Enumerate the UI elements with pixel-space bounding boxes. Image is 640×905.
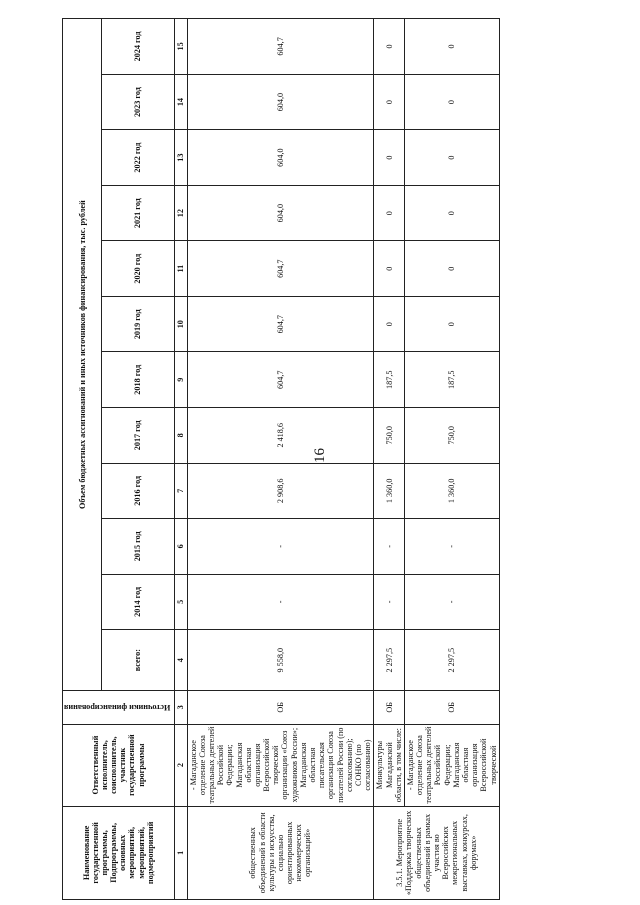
value-cell: -: [374, 519, 405, 575]
financing-table: [62, 18, 500, 900]
value-cell: 2 418,6: [187, 408, 374, 464]
total-cell: 2 297,5: [374, 630, 405, 691]
column-number-row: [174, 19, 187, 900]
value-cell: 604,7: [187, 19, 374, 75]
column-number: 4: [174, 630, 187, 691]
column-number: 10: [174, 296, 187, 352]
column-number: 1: [174, 806, 187, 899]
executor-cell: - Магаданское отделение Союза театральных деятелей Российской Федерации; Магаданская областная организация Всероссийской творческой: [404, 724, 499, 806]
value-cell: 1 360,0: [404, 463, 499, 519]
source-cell: ОБ: [187, 691, 374, 724]
executor-cell: Минкультуры Магаданской области, в том числе:: [374, 724, 405, 806]
column-number: 11: [174, 241, 187, 297]
total-cell: 2 297,5: [404, 630, 499, 691]
value-cell: 0: [404, 241, 499, 297]
value-cell: 604,7: [187, 241, 374, 297]
value-cell: -: [374, 574, 405, 630]
page-number: 16: [312, 448, 328, 463]
value-cell: 1 360,0: [374, 463, 405, 519]
header-year: 2024 год: [102, 19, 174, 75]
value-cell: -: [187, 519, 374, 575]
column-number: 15: [174, 19, 187, 75]
value-cell: 187,5: [404, 352, 499, 408]
value-cell: 2 908,6: [187, 463, 374, 519]
value-cell: 604,0: [187, 185, 374, 241]
column-number: 3: [174, 691, 187, 724]
value-cell: 604,7: [187, 296, 374, 352]
value-cell: -: [404, 574, 499, 630]
value-cell: -: [187, 574, 374, 630]
column-number: 12: [174, 185, 187, 241]
table-row: [187, 19, 374, 900]
value-cell: 0: [374, 185, 405, 241]
source-cell: ОБ: [374, 691, 405, 724]
value-cell: 0: [374, 241, 405, 297]
value-cell: 0: [374, 74, 405, 130]
value-cell: 0: [404, 296, 499, 352]
header-year: 2014 год: [102, 574, 174, 630]
header-year: 2017 год: [102, 408, 174, 464]
source-cell: ОБ: [404, 691, 499, 724]
header-year: 2020 год: [102, 241, 174, 297]
header-year: 2021 год: [102, 185, 174, 241]
column-number: 5: [174, 574, 187, 630]
table-row: [374, 19, 405, 900]
value-cell: 0: [404, 130, 499, 186]
header-year: 2023 год: [102, 74, 174, 130]
value-cell: 0: [374, 130, 405, 186]
executor-cell: - Магаданское отделение Союза театральных деятелей Российской Федерации; Магаданская областная организация Всероссийской творческой организации «Союз художников России»; Магаданская областная писательская организация Союза писателей России (по согласованию); СОНКО (по согласованию): [187, 724, 374, 806]
value-cell: 750,0: [374, 408, 405, 464]
value-cell: 604,7: [187, 352, 374, 408]
column-number: 13: [174, 130, 187, 186]
header-year: 2015 год: [102, 519, 174, 575]
value-cell: 750,0: [404, 408, 499, 464]
header-year: 2022 год: [102, 130, 174, 186]
column-number: 6: [174, 519, 187, 575]
table-row: [404, 19, 499, 900]
column-number: 2: [174, 724, 187, 806]
header-total: всего:: [102, 630, 174, 691]
value-cell: 604,0: [187, 130, 374, 186]
value-cell: 0: [404, 19, 499, 75]
value-cell: 187,5: [374, 352, 405, 408]
value-cell: 0: [404, 185, 499, 241]
column-number: 9: [174, 352, 187, 408]
header-funding-source: Источники финансирования: [63, 691, 175, 724]
header-year: 2018 год: [102, 352, 174, 408]
header-executor: Ответственный исполнитель, соисполнитель, участник государственной программы: [63, 724, 175, 806]
header-funding-group: Объем бюджетных ассигнований и иных источников финансирования, тыс. рублей: [63, 19, 102, 691]
value-cell: 0: [374, 19, 405, 75]
column-number: 8: [174, 408, 187, 464]
program-name-cell: общественных объединений в области культуры и искусства, социально ориентированных некоммерческих организаций»: [187, 806, 374, 899]
header-program-name: Наименование государственной программы, Подпрограммы, основных мероприятий, мероприятий, подмероприятий: [63, 806, 175, 899]
value-cell: 0: [374, 296, 405, 352]
value-cell: 604,0: [187, 74, 374, 130]
total-cell: 9 558,0: [187, 630, 374, 691]
value-cell: 0: [404, 74, 499, 130]
column-number: 7: [174, 463, 187, 519]
program-name-cell: 3.5.1. Мероприятие «Поддержка творческих общественных объединений в рамках участия во Всероссийских межрегиональных выставках, конкурсах, форумах»: [374, 806, 499, 899]
header-year: 2016 год: [102, 463, 174, 519]
column-number: 14: [174, 74, 187, 130]
header-year: 2019 год: [102, 296, 174, 352]
value-cell: -: [404, 519, 499, 575]
